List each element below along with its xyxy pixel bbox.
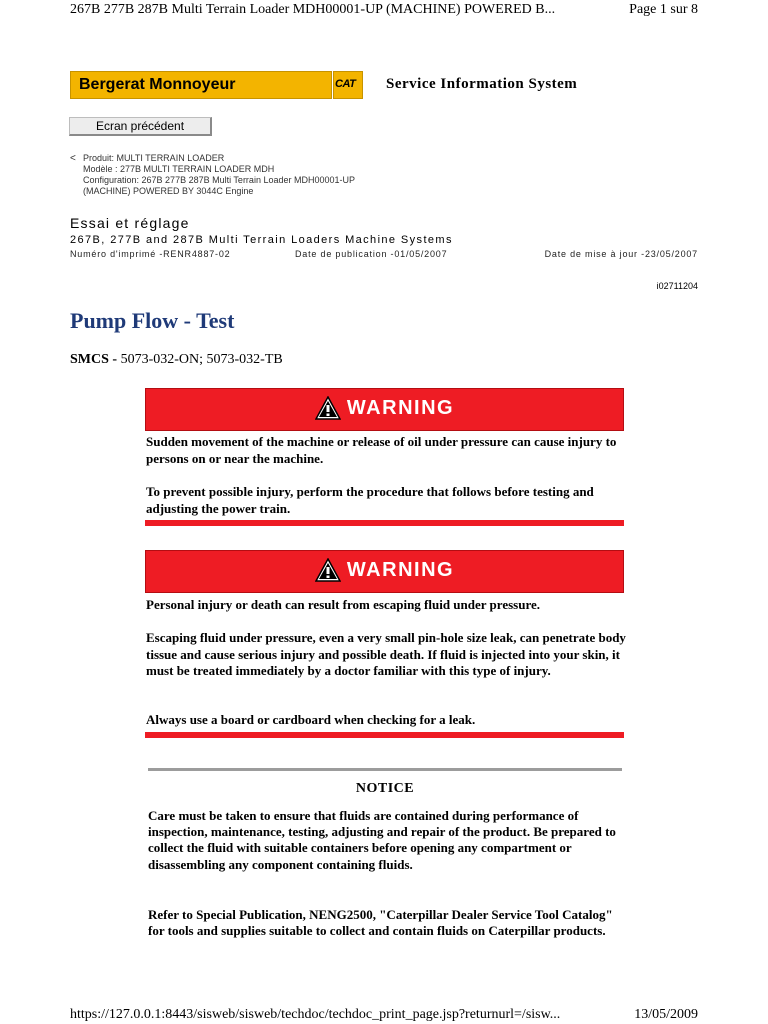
print-header-page-number: Page 1 sur 8: [629, 2, 698, 17]
breadcrumb-modele: Modèle : 277B MULTI TERRAIN LOADER MDH: [83, 164, 275, 174]
sis-banner: [70, 71, 656, 99]
section-subtitle: 267B, 277B and 287B Multi Terrain Loaders Machine Systems: [70, 234, 453, 246]
print-number: Numéro d'imprimé -RENR4887-02: [70, 249, 231, 259]
update-date: Date de mise à jour -23/05/2007: [544, 249, 698, 259]
cat-logo-text: CAT: [335, 78, 356, 90]
warning-text: Sudden movement of the machine or release of oil under pressure can cause injury to persons on or near the machine.: [146, 434, 617, 466]
dealer-brand-box: [70, 71, 332, 99]
smcs-code: [70, 352, 283, 368]
print-footer-url: https://127.0.0.1:8443/sisweb/sisweb/techdoc/techdoc_print_page.jsp?returnurl=/sisw...: [70, 1007, 561, 1022]
warning-banner: [145, 388, 624, 431]
warning-label: WARNING: [346, 558, 455, 581]
notice-text: Care must be taken to ensure that fluids are contained during performance of inspection, maintenance, testing, adjusting and repair of the product. Be prepared to collect the fluid with suitable containers before opening any compartment or disassembling any component containing fluids.: [148, 808, 616, 872]
section-title: Essai et réglage: [70, 215, 190, 231]
warning-triangle-icon: [315, 558, 341, 582]
print-footer-date: 13/05/2009: [634, 1007, 698, 1022]
breadcrumb-configuration: Configuration: 267B 277B 287B Multi Terrain Loader MDH00001-UP: [83, 175, 355, 185]
print-header-title: 267B 277B 287B Multi Terrain Loader MDH00001-UP (MACHINE) POWERED B...: [70, 2, 556, 17]
warning-label: WARNING: [346, 396, 455, 419]
warning-banner: [145, 550, 624, 593]
breadcrumb-configuration-cont: (MACHINE) POWERED BY 3044C Engine: [83, 186, 254, 196]
warning-text: To prevent possible injury, perform the procedure that follows before testing and adjusting the power train.: [146, 484, 594, 516]
page-title: Pump Flow - Test: [70, 308, 235, 333]
cat-logo: [333, 71, 363, 99]
smcs-value: 5073-032-ON; 5073-032-TB: [117, 352, 283, 367]
notice-title: NOTICE: [355, 781, 415, 796]
smcs-label: SMCS -: [70, 352, 118, 367]
notice-divider: [148, 768, 622, 771]
chevron-left-icon[interactable]: <: [70, 153, 76, 164]
warning-end-rule: [145, 732, 624, 738]
warning-text: Always use a board or cardboard when checking for a leak.: [146, 712, 476, 727]
warning-text: Personal injury or death can result from escaping fluid under pressure.: [146, 597, 540, 612]
sis-title: Service Information System: [386, 76, 578, 92]
warning-triangle-icon: [315, 396, 341, 420]
document-id: i02711204: [656, 281, 698, 291]
breadcrumb-produit: Produit: MULTI TERRAIN LOADER: [83, 153, 225, 163]
notice-text: Refer to Special Publication, NENG2500, "Caterpillar Dealer Service Tool Catalog" for tools and supplies suitable to collect and contain fluids on Caterpillar products.: [148, 907, 613, 939]
warning-text: Escaping fluid under pressure, even a very small pin-hole size leak, can penetrate body tissue and cause serious injury and possible death. If fluid is injected into your skin, it must be treated immediately by a doctor familiar with this type of injury.: [146, 630, 626, 678]
back-button[interactable]: Ecran précédent: [69, 117, 212, 136]
dealer-name: Bergerat Monnoyeur: [79, 76, 236, 93]
publication-date: Date de publication -01/05/2007: [295, 249, 448, 259]
warning-end-rule: [145, 520, 624, 526]
